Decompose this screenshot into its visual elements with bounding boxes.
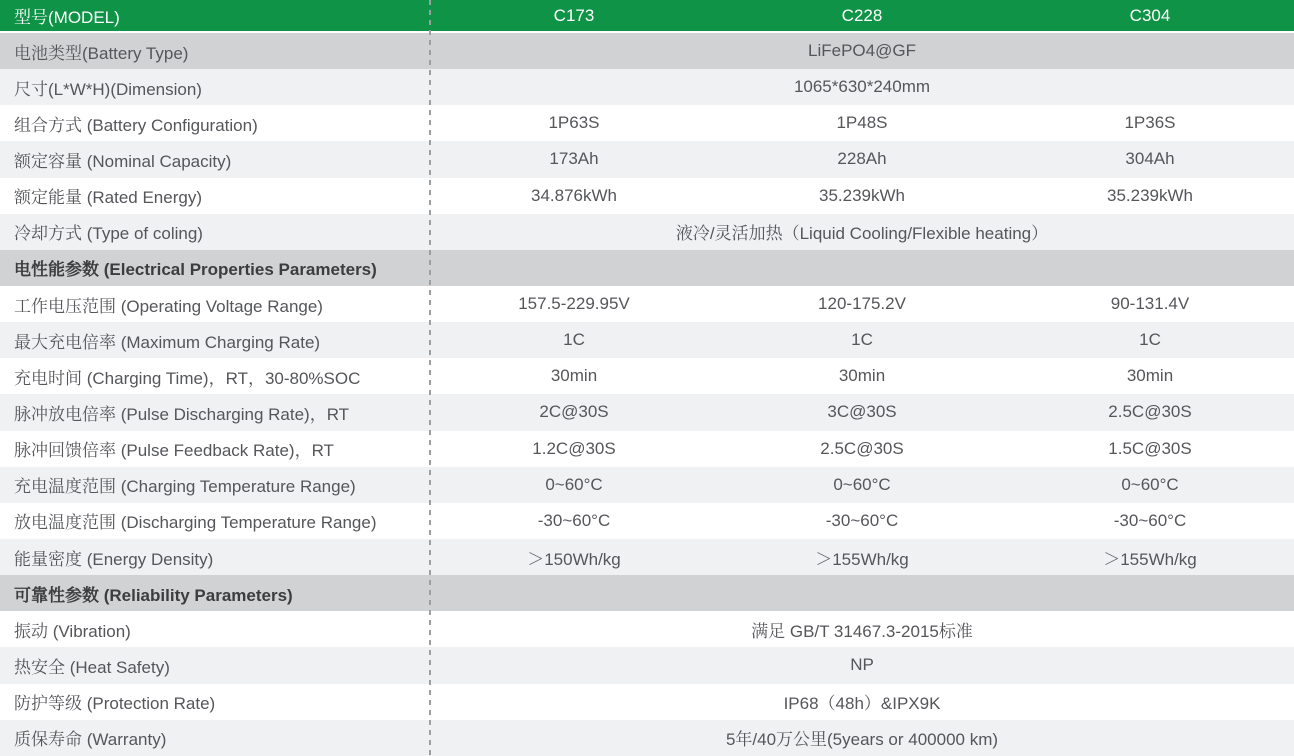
cell-value-c173: 0~60°C: [545, 474, 603, 494]
row-label: 最大充电倍率 (Maximum Charging Rate): [14, 332, 321, 352]
row-label: 充电时间 (Charging Time)，RT，30-80%SOC: [14, 368, 361, 388]
cell-value-c304: 35.239kWh: [1107, 185, 1193, 205]
table-row-charging-time: [0, 358, 1294, 394]
row-label: 组合方式 (Battery Configuration): [14, 115, 258, 135]
table-row-energy-density: [0, 539, 1294, 575]
cell-value-c228: 1C: [851, 330, 873, 350]
cell-value-c173: 1P63S: [548, 113, 600, 133]
row-label: 热安全 (Heat Safety): [14, 657, 170, 677]
cell-value-c228: ＞155Wh/kg: [815, 549, 909, 569]
model-column-header-c173: C173: [553, 5, 595, 25]
cell-value-c173: 1.2C@30S: [532, 438, 616, 458]
cell-value-c173: 157.5-229.95V: [518, 294, 630, 314]
section-title: 电性能参数 (Electrical Properties Parameters): [14, 260, 377, 280]
section-title: 可靠性参数 (Reliability Parameters): [14, 585, 293, 605]
table-row-battery-type: [0, 33, 1294, 69]
row-label: 冷却方式 (Type of coling): [14, 224, 203, 244]
table-row-dimension: [0, 69, 1294, 105]
cell-value-c173: 173Ah: [549, 149, 599, 169]
cell-value-c173: 34.876kWh: [531, 185, 617, 205]
row-span-value: IP68（48h）&IPX9K: [783, 694, 941, 714]
row-span-value: 液冷/灵活加热（Liquid Cooling/Flexible heating）: [675, 224, 1049, 244]
cell-value-c173: 30min: [550, 366, 598, 386]
row-label: 脉冲放电倍率 (Pulse Discharging Rate)，RT: [14, 404, 350, 424]
cell-value-c173: -30~60°C: [537, 510, 611, 530]
cell-value-c173: 1C: [563, 330, 585, 350]
row-span-value: 1065*630*240mm: [793, 77, 931, 97]
model-header-label: 型号(MODEL): [14, 8, 120, 27]
table-row-protection-rate: [0, 684, 1294, 720]
cell-value-c228: 35.239kWh: [819, 185, 905, 205]
cell-value-c173: 2C@30S: [539, 402, 609, 422]
row-label: 能量密度 (Energy Density): [14, 549, 214, 569]
cell-value-c304: 1C: [1139, 330, 1161, 350]
section-row-electrical-parameters: [0, 250, 1294, 286]
cell-value-c304: 30min: [1126, 366, 1174, 386]
model-column-header-c304: C304: [1129, 5, 1171, 25]
row-label: 质保寿命 (Warranty): [14, 730, 167, 750]
row-label: 放电温度范围 (Discharging Temperature Range): [14, 513, 377, 533]
cell-value-c304: 1P36S: [1124, 113, 1176, 133]
table-row-rated-energy: [0, 178, 1294, 214]
row-label: 电池类型(Battery Type): [14, 43, 189, 63]
table-row-nominal-capacity: [0, 141, 1294, 177]
cell-value-c304: -30~60°C: [1113, 510, 1187, 530]
cell-value-c304: 0~60°C: [1121, 474, 1179, 494]
table-row-warranty: [0, 720, 1294, 756]
cell-value-c228: 1P48S: [836, 113, 888, 133]
table-row-pulse-discharging-rate: [0, 394, 1294, 430]
row-label: 额定容量 (Nominal Capacity): [14, 151, 232, 171]
row-label: 额定能量 (Rated Energy): [14, 188, 202, 208]
table-row-cooling-type: [0, 214, 1294, 250]
cell-value-c304: ＞155Wh/kg: [1103, 549, 1197, 569]
row-label: 振动 (Vibration): [14, 621, 131, 641]
table-row-vibration: [0, 611, 1294, 647]
cell-value-c228: -30~60°C: [825, 510, 899, 530]
model-column-header-c228: C228: [841, 5, 883, 25]
cell-value-c228: 3C@30S: [827, 402, 897, 422]
section-row-reliability-parameters: [0, 575, 1294, 611]
table-row-max-charging-rate: [0, 322, 1294, 358]
table-row-charging-temperature: [0, 467, 1294, 503]
table-row-heat-safety: [0, 647, 1294, 683]
cell-value-c304: 304Ah: [1125, 149, 1175, 169]
row-label: 脉冲回馈倍率 (Pulse Feedback Rate)，RT: [14, 441, 334, 461]
model-header-row: [0, 0, 1294, 33]
cell-value-c228: 2.5C@30S: [820, 438, 904, 458]
row-span-value: NP: [850, 655, 874, 675]
table-row-discharging-temperature: [0, 503, 1294, 539]
row-span-value: 满足 GB/T 31467.3-2015标准: [751, 621, 973, 641]
row-label: 工作电压范围 (Operating Voltage Range): [14, 296, 323, 316]
table-row-operating-voltage: [0, 286, 1294, 322]
cell-value-c304: 90-131.4V: [1110, 294, 1190, 314]
row-label: 尺寸(L*W*H)(Dimension): [14, 79, 202, 99]
row-label: 防护等级 (Protection Rate): [14, 694, 216, 714]
cell-value-c304: 1.5C@30S: [1108, 438, 1192, 458]
row-span-value: 5年/40万公里(5years or 400000 km): [725, 730, 999, 750]
cell-value-c304: 2.5C@30S: [1108, 402, 1192, 422]
row-label: 充电温度范围 (Charging Temperature Range): [14, 477, 356, 497]
cell-value-c228: 228Ah: [837, 149, 887, 169]
cell-value-c228: 120-175.2V: [818, 294, 906, 314]
cell-value-c228: 0~60°C: [833, 474, 891, 494]
table-row-configuration: [0, 105, 1294, 141]
table-row-pulse-feedback-rate: [0, 431, 1294, 467]
cell-value-c228: 30min: [838, 366, 886, 386]
row-span-value: LiFePO4@GF: [808, 41, 916, 61]
cell-value-c173: ＞150Wh/kg: [527, 549, 621, 569]
